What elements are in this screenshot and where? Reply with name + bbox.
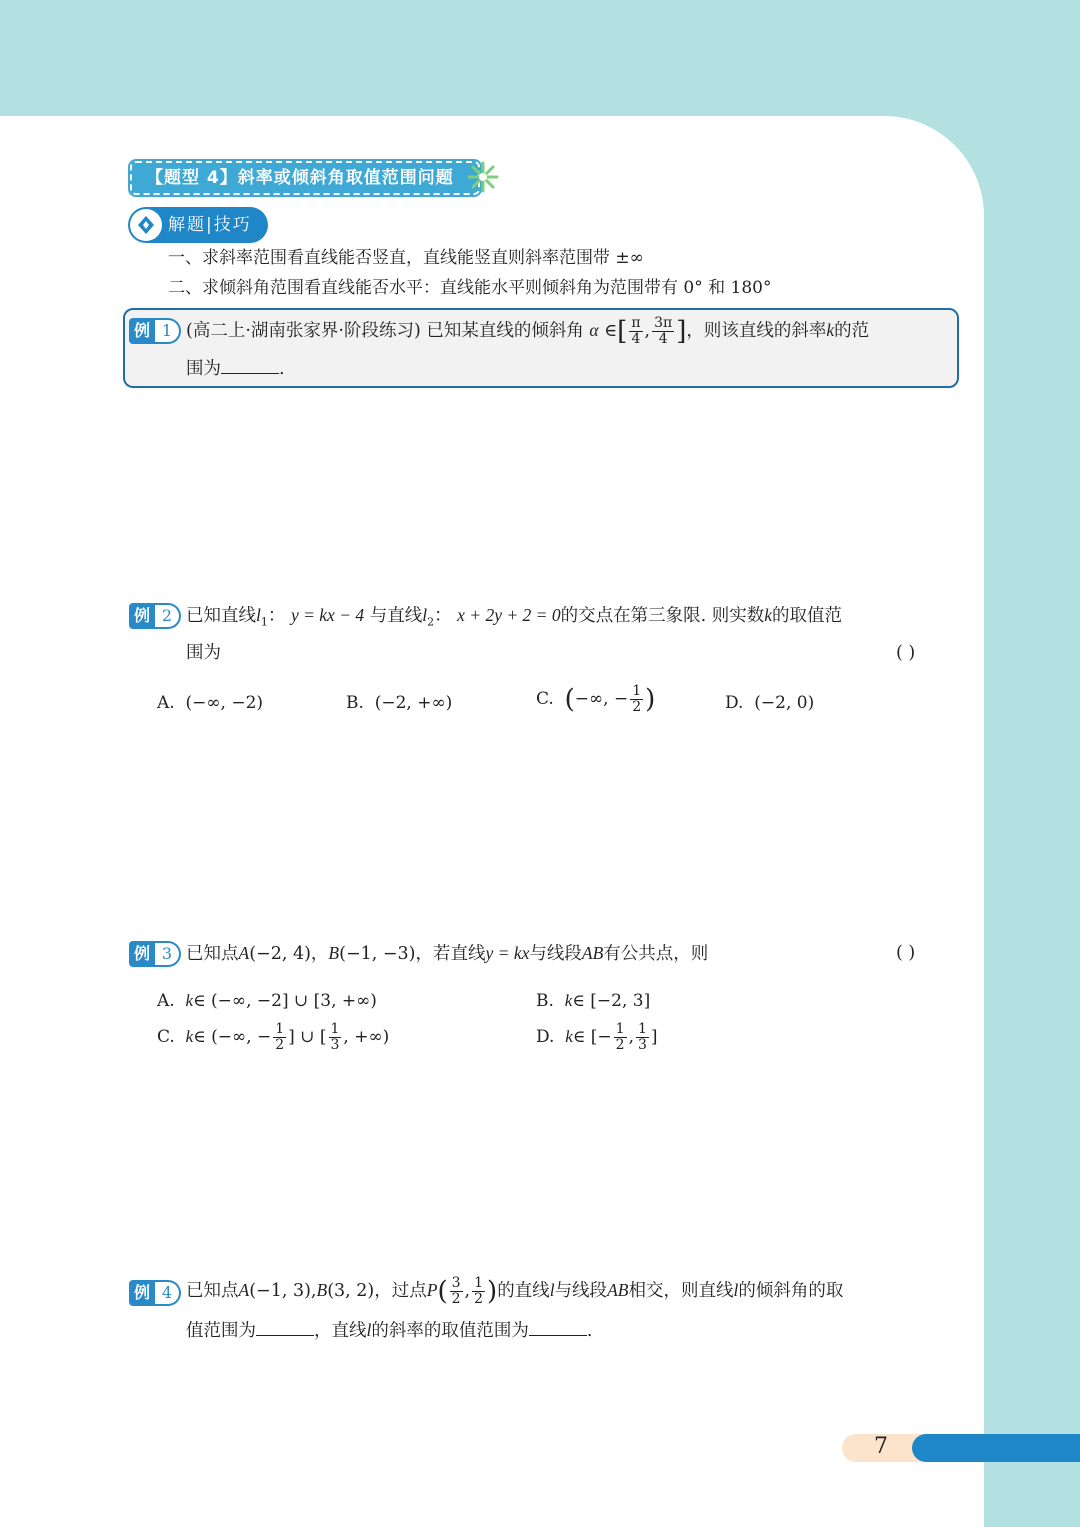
text: (高二上·湖南张家界·阶段练习) 已知某直线的倾斜角 bbox=[186, 321, 584, 341]
text: ，则该直线的斜率 bbox=[686, 321, 827, 341]
answer-paren[interactable]: ( ) bbox=[896, 643, 916, 663]
tips-label: 解题|技巧 bbox=[168, 215, 252, 235]
symbol: ∈ bbox=[604, 321, 618, 341]
fraction: $\frac{3\pi}{4}$ bbox=[654, 315, 673, 347]
answer-paren[interactable]: ( ) bbox=[896, 943, 916, 963]
option-b[interactable]: B. k∈ [−2, 3] bbox=[536, 991, 651, 1011]
badge-label: 例 bbox=[129, 603, 155, 629]
tip-line-1: 一、求斜率范围看直线能否竖直，直线能竖直则斜率范围带 ±∞ bbox=[168, 248, 644, 268]
tips-icon bbox=[130, 209, 162, 241]
option-c[interactable]: C. (−∞, − $\frac{1}{2}$ ) bbox=[536, 683, 656, 715]
option-d[interactable]: D. k∈ [− $\frac{1}{2}$ , $\frac{1}{3}$ ] bbox=[536, 1021, 658, 1053]
tips-badge bbox=[128, 207, 268, 243]
answer-blank[interactable] bbox=[256, 1318, 314, 1336]
badge-number: 4 bbox=[155, 1280, 181, 1306]
page-number-bar bbox=[912, 1434, 1080, 1462]
example-1-line-1: (高二上·湖南张家界·阶段练习) 已知某直线的倾斜角 α ∈[ $\frac{\pi}{4}$ , $\frac{3\pi}{4}$ ]，则该直线的斜率k的范 bbox=[186, 315, 870, 347]
option-d[interactable]: D. (−2, 0) bbox=[725, 693, 815, 713]
answer-blank[interactable] bbox=[221, 356, 279, 374]
math-var: k bbox=[826, 320, 835, 340]
text: 的范 bbox=[834, 321, 870, 341]
badge-number: 2 bbox=[155, 603, 181, 629]
answer-blank[interactable] bbox=[529, 1318, 587, 1336]
example-3-line-1: 已知点A(−2, 4)，B(−1, −3)，若直线y = kx与线段AB有公共点，则 bbox=[186, 943, 709, 964]
equation-2: x + 2y + 2 = 0 bbox=[457, 605, 561, 625]
equation-1: y = kx − 4 bbox=[290, 605, 365, 625]
topic-title: 【题型 4】斜率或倾斜角取值范围问题 bbox=[130, 161, 480, 195]
example-1-badge bbox=[129, 318, 181, 344]
badge-number: 3 bbox=[155, 941, 181, 967]
option-b[interactable]: B. (−2, +∞) bbox=[346, 693, 453, 713]
tip-line-2: 二、求倾斜角范围看直线能否水平：直线能水平则倾斜角为范围带有 0° 和 180° bbox=[168, 278, 772, 298]
flower-icon bbox=[466, 160, 500, 194]
example-2-line-1: 已知直线$l_1$： y = kx − 4 与直线$l_2$： x + 2y + 2 = 0的交点在第三象限. 则实数k的取值范 bbox=[186, 605, 843, 629]
example-4-badge bbox=[129, 1280, 181, 1306]
option-a[interactable]: A. k∈ (−∞, −2] ∪ [3, +∞) bbox=[157, 991, 377, 1011]
example-4-line-2: 值范围为 ，直线l的斜率的取值范围为 . bbox=[186, 1320, 593, 1341]
text: . bbox=[279, 359, 285, 379]
page-number: 7 bbox=[874, 1434, 888, 1459]
option-c[interactable]: C. k∈ (−∞, − $\frac{1}{2}$ ] ∪ [ $\frac{1}{3}$ , +∞) bbox=[157, 1021, 390, 1053]
badge-label: 例 bbox=[129, 1280, 155, 1306]
badge-label: 例 bbox=[129, 941, 155, 967]
option-a[interactable]: A. (−∞, −2) bbox=[157, 693, 264, 713]
text: 围为 bbox=[186, 359, 221, 379]
badge-number: 1 bbox=[155, 318, 181, 344]
example-4-line-1: 已知点A(−1, 3),B(3, 2)，过点P( $\frac{3}{2}$ , $\frac{1}{2}$ )的直线l与线段AB相交，则直线l的倾斜角的取 bbox=[186, 1275, 844, 1307]
example-2-line-2: 围为 bbox=[186, 643, 221, 663]
example-2-badge bbox=[129, 603, 181, 629]
example-1-line-2 bbox=[186, 356, 285, 382]
fraction: $\frac{\pi}{4}$ bbox=[631, 315, 641, 347]
math-var: α bbox=[589, 320, 599, 340]
badge-label: 例 bbox=[129, 318, 155, 344]
example-3-badge bbox=[129, 941, 181, 967]
